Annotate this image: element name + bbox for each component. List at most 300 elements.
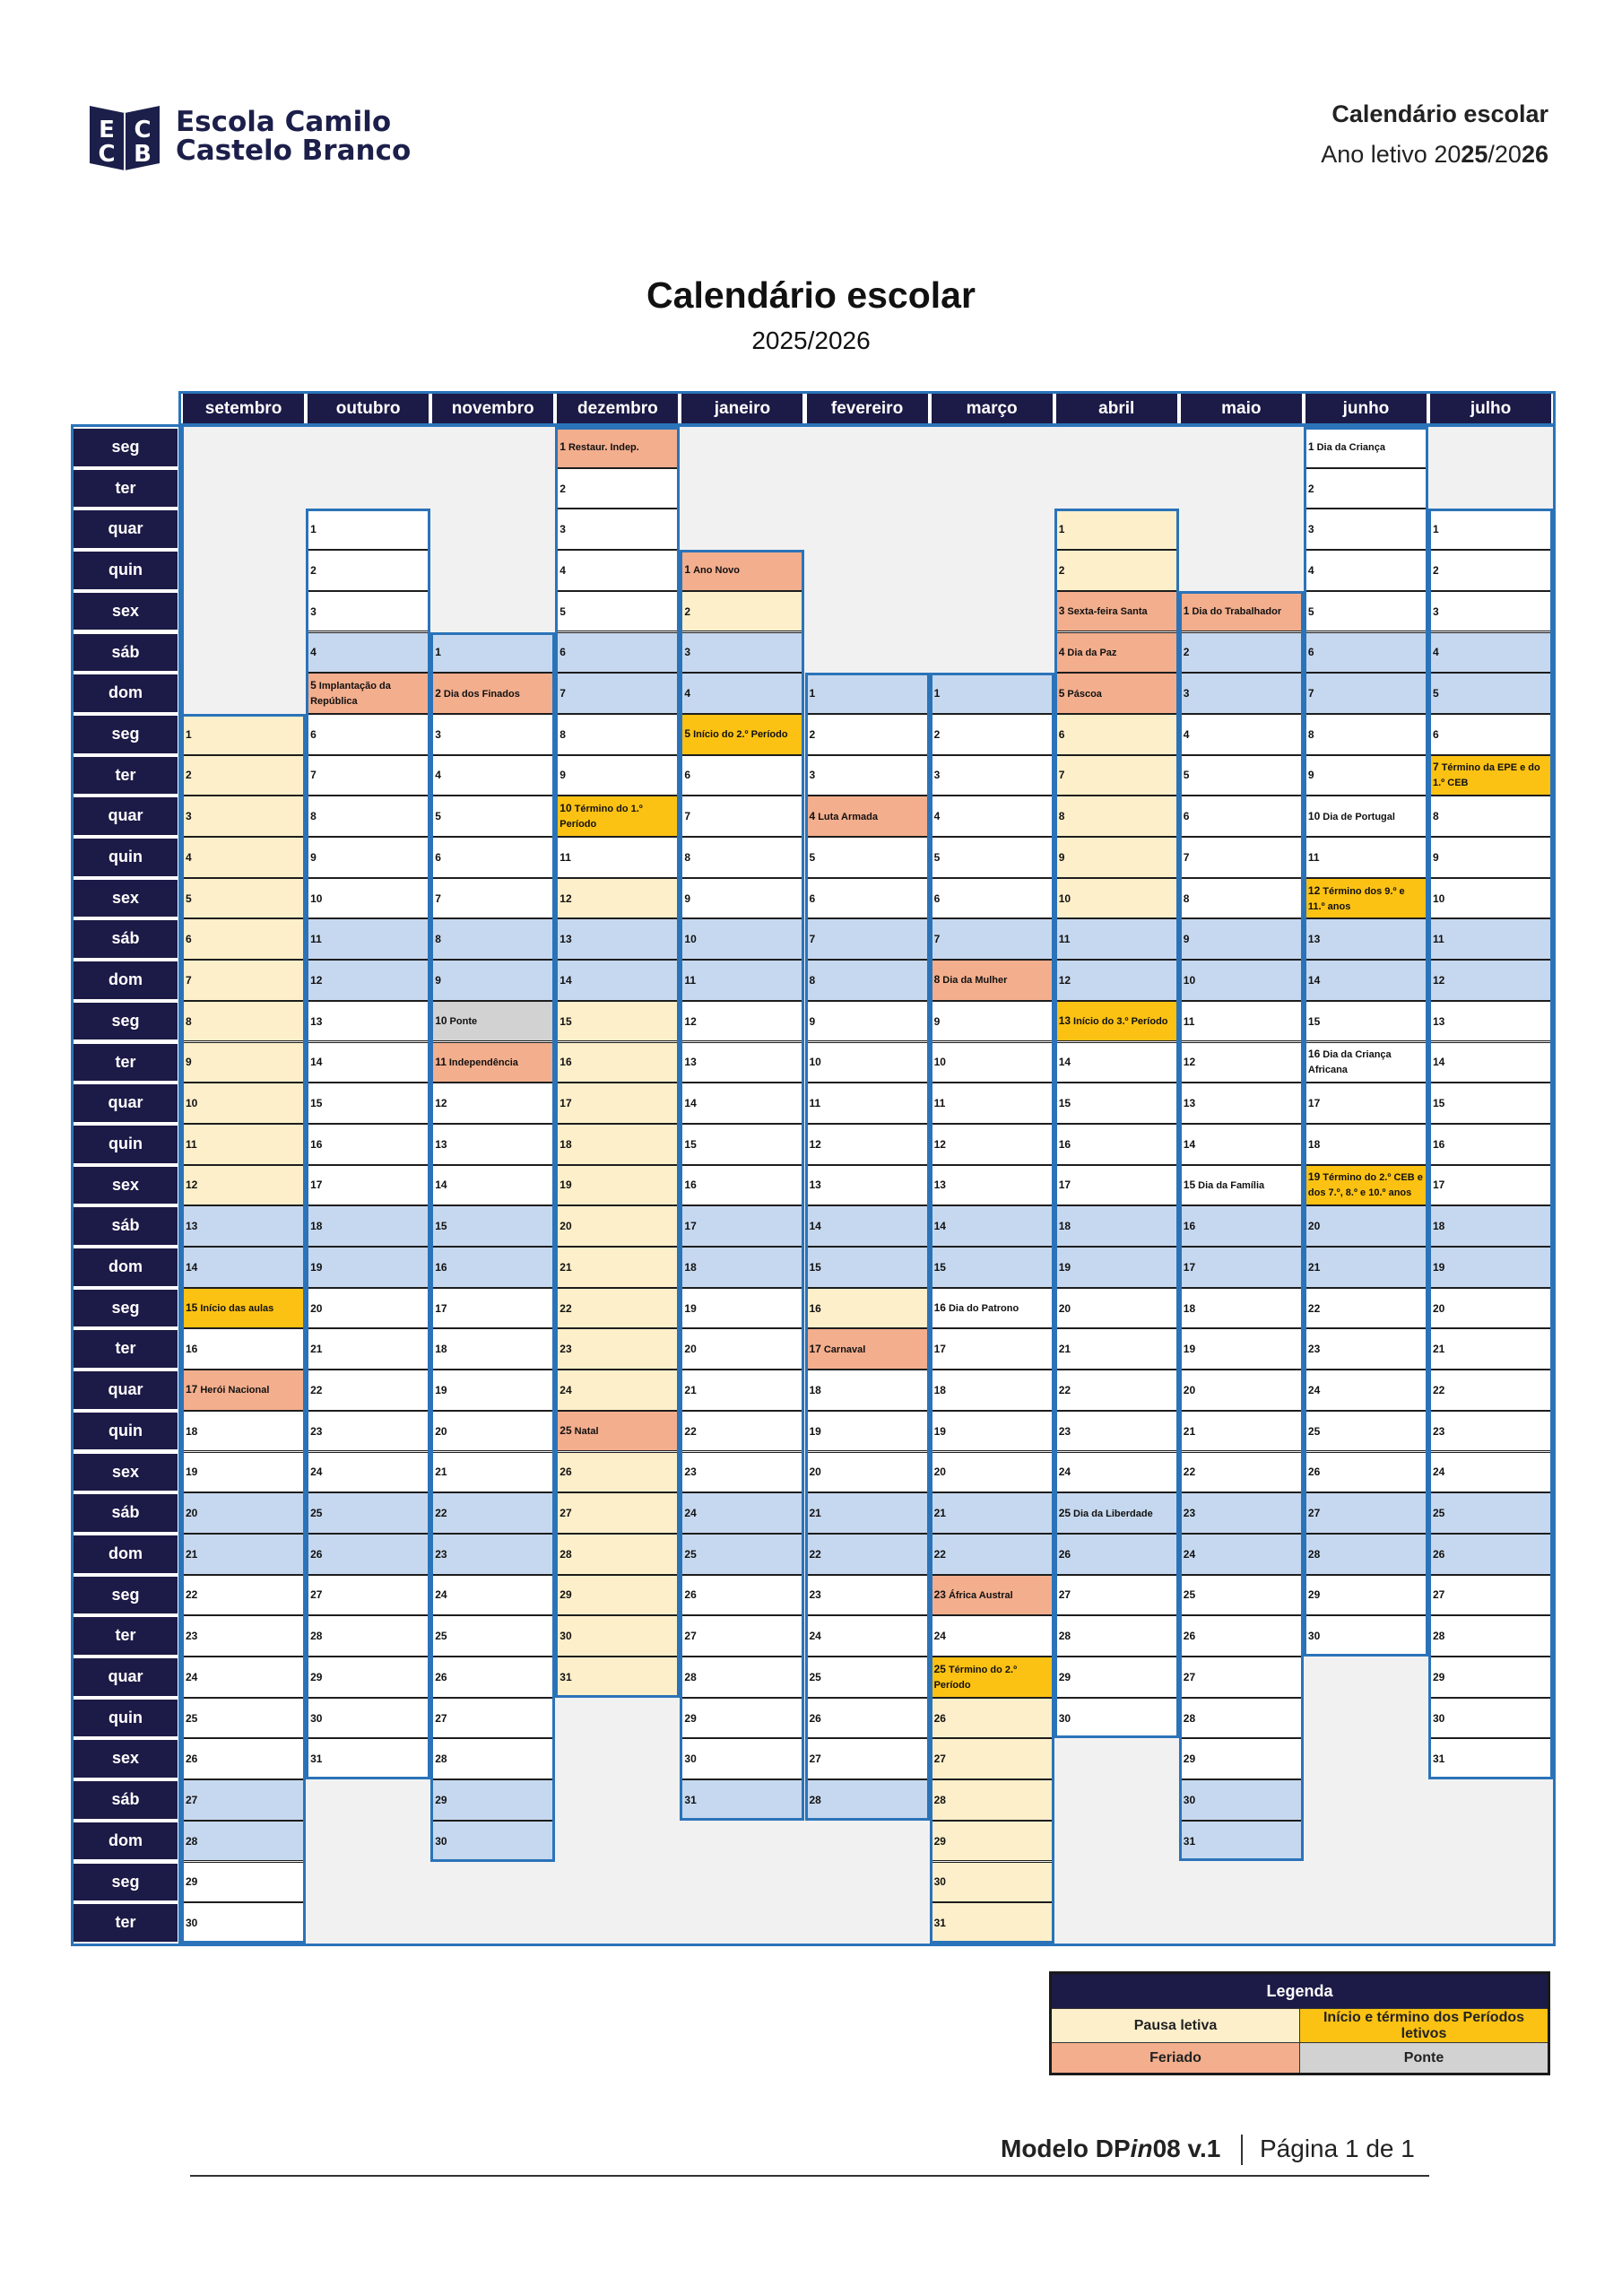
day-cell [930, 1247, 1054, 1288]
day-cell [306, 1001, 430, 1042]
weekday-label: seg [74, 429, 178, 466]
weekday-label: dom [74, 1822, 178, 1860]
weekday-label: ter [74, 757, 178, 795]
day-number: 28 [1058, 1630, 1071, 1643]
day-cell [430, 1779, 555, 1821]
day-number: 14 [310, 1056, 323, 1069]
year-sep: /20 [1488, 141, 1522, 168]
weekday-label: sáb [74, 920, 178, 958]
day-cell [680, 1779, 804, 1821]
day-cell [306, 550, 430, 591]
day-cell [1179, 1124, 1304, 1165]
day-number: 2 [310, 563, 317, 577]
day-number: 2 [186, 769, 192, 782]
day-number: 21 [559, 1260, 572, 1274]
day-number: 27 [933, 1752, 946, 1766]
day-number: 28 [684, 1670, 697, 1683]
day-cell [430, 1821, 555, 1862]
day-number: 11 [186, 1137, 197, 1151]
month-header-outubro: outubro [308, 394, 429, 423]
day-number: 5 [186, 891, 192, 905]
day-cell [1179, 1575, 1304, 1616]
day-cell [181, 1288, 306, 1329]
day-number: 8 [435, 933, 441, 946]
day-number: 11 [1183, 1014, 1195, 1028]
weekday-label: quin [74, 552, 178, 589]
day-cell [680, 1698, 804, 1739]
day-number: 25 [1183, 1588, 1196, 1602]
day-number: 1 [1058, 523, 1065, 536]
day-cell [181, 878, 306, 919]
day-number: 9 [559, 769, 566, 782]
day-number: 8 [1433, 810, 1439, 823]
day-cell [1179, 1411, 1304, 1452]
day-number: 3 [1183, 687, 1190, 700]
day-cell [680, 1657, 804, 1698]
day-event: Início do 3.º Período [1073, 1016, 1168, 1028]
day-number: 5 [1307, 604, 1314, 618]
day-number: 26 [310, 1547, 323, 1561]
day-number: 14 [1307, 973, 1321, 987]
day-number: 12 [1433, 973, 1445, 987]
day-number: 2 [559, 482, 566, 495]
day-number: 5 [1433, 687, 1439, 700]
day-cell [1304, 714, 1428, 755]
day-cell [430, 632, 555, 674]
day-cell [930, 1042, 1054, 1083]
day-cell [555, 796, 680, 837]
day-number: 4 [1183, 727, 1190, 741]
day-cell [555, 1205, 680, 1247]
day-cell [181, 1575, 306, 1616]
day-number: 13 [310, 1014, 323, 1028]
weekday-label: quin [74, 1126, 178, 1163]
day-cell [1179, 755, 1304, 796]
day-cell [555, 1534, 680, 1575]
day-number: 21 [1058, 1343, 1071, 1356]
day-event: Dia dos Finados [443, 688, 520, 700]
day-number: 30 [1183, 1793, 1196, 1806]
day-number: 23 [933, 1587, 946, 1601]
day-number: 3 [310, 604, 317, 618]
day-cell [1054, 714, 1179, 755]
day-number: 23 [1058, 1424, 1071, 1438]
day-number: 28 [1307, 1547, 1321, 1561]
day-number: 26 [186, 1752, 198, 1766]
day-cell [1179, 1328, 1304, 1370]
day-cell [430, 1698, 555, 1739]
day-number: 22 [559, 1301, 572, 1315]
day-cell [1179, 673, 1304, 714]
day-number: 23 [1433, 1424, 1445, 1438]
weekday-label: sex [74, 593, 178, 631]
day-number: 7 [1433, 761, 1439, 774]
day-number: 15 [1307, 1014, 1321, 1028]
month-header-março: março [932, 394, 1053, 423]
day-number: 26 [1433, 1547, 1445, 1561]
day-cell [181, 1492, 306, 1534]
day-number: 15 [435, 1220, 447, 1233]
day-cell [930, 1083, 1054, 1124]
day-cell [1179, 796, 1304, 837]
day-cell [181, 918, 306, 960]
day-number: 13 [186, 1220, 198, 1233]
day-number: 19 [435, 1383, 447, 1396]
day-cell [181, 1779, 306, 1821]
day-number: 16 [1183, 1220, 1196, 1233]
day-cell [680, 1124, 804, 1165]
day-cell [1054, 1165, 1179, 1206]
document-model [1001, 2135, 1220, 2163]
day-number: 21 [310, 1343, 323, 1356]
day-cell [1304, 1124, 1428, 1165]
day-cell [1179, 1083, 1304, 1124]
day-cell [1428, 1492, 1553, 1534]
day-number: 20 [559, 1220, 572, 1233]
day-cell [181, 1698, 306, 1739]
day-cell [1054, 591, 1179, 632]
day-cell [306, 837, 430, 878]
day-number: 23 [310, 1424, 323, 1438]
day-cell [181, 1862, 306, 1903]
day-cell [1179, 1452, 1304, 1493]
day-cell [306, 1083, 430, 1124]
day-cell [1054, 918, 1179, 960]
day-number: 4 [1307, 563, 1314, 577]
day-cell [555, 427, 680, 468]
day-cell [306, 918, 430, 960]
day-number: 2 [435, 686, 441, 700]
day-number: 28 [310, 1630, 323, 1643]
day-cell [1054, 1083, 1179, 1124]
day-cell [1054, 1328, 1179, 1370]
day-cell [680, 1534, 804, 1575]
day-cell [805, 1370, 930, 1411]
day-cell [1179, 1492, 1304, 1534]
weekday-label: ter [74, 1617, 178, 1655]
day-number: 9 [1307, 769, 1314, 782]
day-event: Sexta-feira Santa [1067, 606, 1148, 618]
day-number: 11 [559, 850, 571, 864]
day-event: Herói Nacional [200, 1385, 270, 1396]
day-cell [555, 837, 680, 878]
day-cell [805, 1492, 930, 1534]
day-number: 17 [1058, 1178, 1071, 1192]
day-number: 20 [1183, 1383, 1196, 1396]
day-cell [555, 1575, 680, 1616]
day-cell [1304, 1328, 1428, 1370]
day-cell [1428, 1083, 1553, 1124]
day-cell [555, 1042, 680, 1083]
day-number: 24 [1183, 1547, 1196, 1561]
weekday-label: seg [74, 1577, 178, 1614]
day-cell [1054, 632, 1179, 674]
day-cell [805, 960, 930, 1001]
day-cell [430, 1247, 555, 1288]
day-cell [306, 960, 430, 1001]
day-event: Luta Armada [818, 811, 879, 822]
day-number: 27 [809, 1752, 821, 1766]
emblem-letter-3: C [98, 141, 116, 168]
day-number: 1 [1307, 440, 1314, 454]
day-cell [805, 1083, 930, 1124]
day-number: 7 [1058, 769, 1065, 782]
day-cell [306, 509, 430, 550]
day-number: 28 [1433, 1630, 1445, 1643]
day-number: 14 [1058, 1056, 1071, 1069]
day-number: 27 [1307, 1507, 1321, 1520]
day-number: 20 [186, 1507, 198, 1520]
legend-feriado: Feriado [1052, 2042, 1299, 2073]
day-number: 4 [1058, 645, 1065, 658]
day-number: 25 [1433, 1507, 1445, 1520]
day-number: 20 [435, 1424, 447, 1438]
day-cell [1304, 1001, 1428, 1042]
day-number: 19 [1307, 1170, 1321, 1184]
day-number: 22 [933, 1547, 946, 1561]
day-number: 23 [435, 1547, 447, 1561]
legend-pausa-letiva: Pausa letiva [1052, 2008, 1299, 2042]
day-number: 27 [559, 1507, 572, 1520]
day-number: 6 [1307, 646, 1314, 659]
day-number: 23 [186, 1630, 198, 1643]
day-number: 3 [186, 810, 192, 823]
day-cell [1054, 1698, 1179, 1739]
weekday-label: ter [74, 470, 178, 508]
day-cell [181, 1452, 306, 1493]
day-event: Dia da Criança [1316, 442, 1385, 454]
day-number: 9 [435, 973, 441, 987]
day-number: 13 [1058, 1014, 1071, 1028]
day-cell [1179, 1738, 1304, 1779]
legend-row-2 [1052, 2042, 1548, 2073]
day-cell [805, 1001, 930, 1042]
day-number: 6 [1183, 810, 1190, 823]
weekday-label: sex [74, 1167, 178, 1205]
day-number: 10 [310, 891, 323, 905]
day-event: Dia da Liberdade [1073, 1508, 1153, 1519]
day-number: 25 [310, 1507, 323, 1520]
day-number: 24 [933, 1630, 946, 1643]
day-cell [555, 714, 680, 755]
day-number: 17 [933, 1343, 946, 1356]
day-number: 9 [684, 891, 691, 905]
day-number: 18 [559, 1137, 572, 1151]
day-cell [930, 1165, 1054, 1206]
day-event: Término dos 9.º e 11.º anos [1307, 885, 1405, 912]
day-number: 6 [1433, 727, 1439, 741]
day-number: 6 [186, 933, 192, 946]
day-cell [930, 960, 1054, 1001]
day-cell [930, 1492, 1054, 1534]
day-event: Dia da Paz [1067, 647, 1117, 658]
month-header-janeiro: janeiro [681, 394, 802, 423]
day-cell [181, 1411, 306, 1452]
legend-ponte: Ponte [1299, 2042, 1548, 2073]
day-cell [1428, 1738, 1553, 1779]
day-cell [1304, 1083, 1428, 1124]
day-number: 13 [1433, 1014, 1445, 1028]
day-number: 1 [435, 646, 441, 659]
day-number: 23 [809, 1588, 821, 1602]
day-number: 4 [684, 687, 691, 700]
day-cell [1179, 1165, 1304, 1206]
day-cell [555, 673, 680, 714]
month-header-setembro: setembro [183, 394, 304, 423]
day-cell [1304, 1534, 1428, 1575]
day-event: Término do 2.º Período [933, 1664, 1018, 1691]
day-cell [1428, 1328, 1553, 1370]
day-number: 15 [186, 1301, 198, 1315]
day-cell [680, 1001, 804, 1042]
day-cell [1054, 1534, 1179, 1575]
day-cell [1428, 1452, 1553, 1493]
weekday-label: quin [74, 839, 178, 876]
day-number: 24 [1307, 1383, 1321, 1396]
day-number: 19 [1183, 1343, 1196, 1356]
day-number: 26 [933, 1711, 946, 1725]
day-event: Dia da Mulher [942, 975, 1008, 987]
day-cell [181, 1328, 306, 1370]
day-cell [306, 878, 430, 919]
month-header-julho: julho [1430, 394, 1551, 423]
day-cell [306, 1698, 430, 1739]
day-cell [680, 1615, 804, 1657]
day-cell [181, 1001, 306, 1042]
weekday-label: ter [74, 1904, 178, 1942]
day-cell [930, 673, 1054, 714]
day-number: 30 [933, 1875, 946, 1889]
day-number: 26 [559, 1465, 572, 1479]
day-number: 1 [1183, 604, 1190, 618]
day-cell [930, 1862, 1054, 1903]
day-event: Implantação da República [310, 681, 391, 708]
day-number: 29 [310, 1670, 323, 1683]
day-number: 23 [559, 1343, 572, 1356]
day-number: 6 [310, 727, 317, 741]
day-number: 25 [933, 1662, 946, 1675]
day-number: 8 [1183, 891, 1190, 905]
month-header-maio: maio [1181, 394, 1302, 423]
day-number: 7 [186, 973, 192, 987]
weekday-label: sex [74, 1454, 178, 1492]
day-number: 25 [684, 1547, 697, 1561]
day-cell [1179, 1698, 1304, 1739]
day-cell [805, 1452, 930, 1493]
day-cell [805, 1328, 930, 1370]
day-number: 27 [1433, 1588, 1445, 1602]
day-cell [181, 1902, 306, 1944]
day-number: 28 [809, 1793, 821, 1806]
day-cell [430, 673, 555, 714]
day-number: 9 [1433, 850, 1439, 864]
header-title: Calendário escolar [1331, 100, 1548, 127]
day-cell [680, 1165, 804, 1206]
weekday-label: quar [74, 510, 178, 548]
month-header-fevereiro: fevereiro [807, 394, 928, 423]
day-cell [1054, 1492, 1179, 1534]
month-header-novembro: novembro [432, 394, 553, 423]
day-number: 22 [1433, 1383, 1445, 1396]
day-number: 11 [1307, 850, 1320, 864]
day-cell [1054, 550, 1179, 591]
day-number: 18 [1058, 1220, 1071, 1233]
day-cell [181, 1124, 306, 1165]
day-cell [555, 632, 680, 674]
day-event: Natal [574, 1426, 599, 1438]
day-cell [306, 714, 430, 755]
day-number: 3 [809, 769, 816, 782]
day-cell [1304, 878, 1428, 919]
day-number: 18 [1183, 1301, 1196, 1315]
weekday-label: dom [74, 961, 178, 999]
weekday-label: seg [74, 1003, 178, 1040]
day-number: 31 [1183, 1834, 1196, 1848]
day-cell [680, 1492, 804, 1534]
day-number: 14 [1183, 1137, 1196, 1151]
day-number: 10 [435, 1014, 447, 1028]
day-cell [1304, 1575, 1428, 1616]
day-number: 2 [1433, 563, 1439, 577]
day-number: 30 [186, 1917, 198, 1930]
day-number: 8 [809, 973, 816, 987]
day-cell [181, 1615, 306, 1657]
day-cell [930, 1288, 1054, 1329]
weekday-label: quin [74, 1700, 178, 1737]
day-event: Ponte [449, 1016, 478, 1028]
day-number: 4 [1433, 646, 1439, 659]
day-number: 10 [1058, 891, 1071, 905]
day-cell [680, 673, 804, 714]
day-number: 17 [1433, 1178, 1445, 1192]
day-number: 21 [684, 1383, 697, 1396]
day-cell [430, 878, 555, 919]
day-number: 18 [435, 1343, 447, 1356]
day-cell [1428, 1370, 1553, 1411]
day-number: 14 [933, 1220, 946, 1233]
day-number: 18 [310, 1220, 323, 1233]
day-cell [1054, 1042, 1179, 1083]
day-number: 31 [933, 1917, 946, 1930]
day-number: 27 [310, 1588, 323, 1602]
day-cell [181, 1738, 306, 1779]
day-cell [430, 1411, 555, 1452]
day-cell [430, 1657, 555, 1698]
month-header-dezembro: dezembro [557, 394, 678, 423]
day-number: 16 [1307, 1048, 1321, 1061]
day-cell [1179, 878, 1304, 919]
day-number: 18 [186, 1424, 198, 1438]
day-number: 1 [933, 687, 941, 700]
day-cell [555, 1492, 680, 1534]
day-cell [805, 1615, 930, 1657]
day-cell [1304, 550, 1428, 591]
weekday-label: sáb [74, 1494, 178, 1532]
day-cell [1428, 1124, 1553, 1165]
day-number: 1 [809, 687, 816, 700]
day-number: 7 [559, 687, 566, 700]
day-number: 11 [933, 1097, 946, 1110]
day-number: 30 [559, 1630, 572, 1643]
day-cell [805, 1698, 930, 1739]
school-name-line2: Castelo Branco [176, 135, 412, 167]
day-number: 12 [559, 891, 572, 905]
day-cell [306, 1411, 430, 1452]
weekday-label: quar [74, 797, 178, 835]
day-number: 13 [933, 1178, 946, 1192]
day-number: 26 [684, 1588, 697, 1602]
day-number: 28 [559, 1547, 572, 1561]
